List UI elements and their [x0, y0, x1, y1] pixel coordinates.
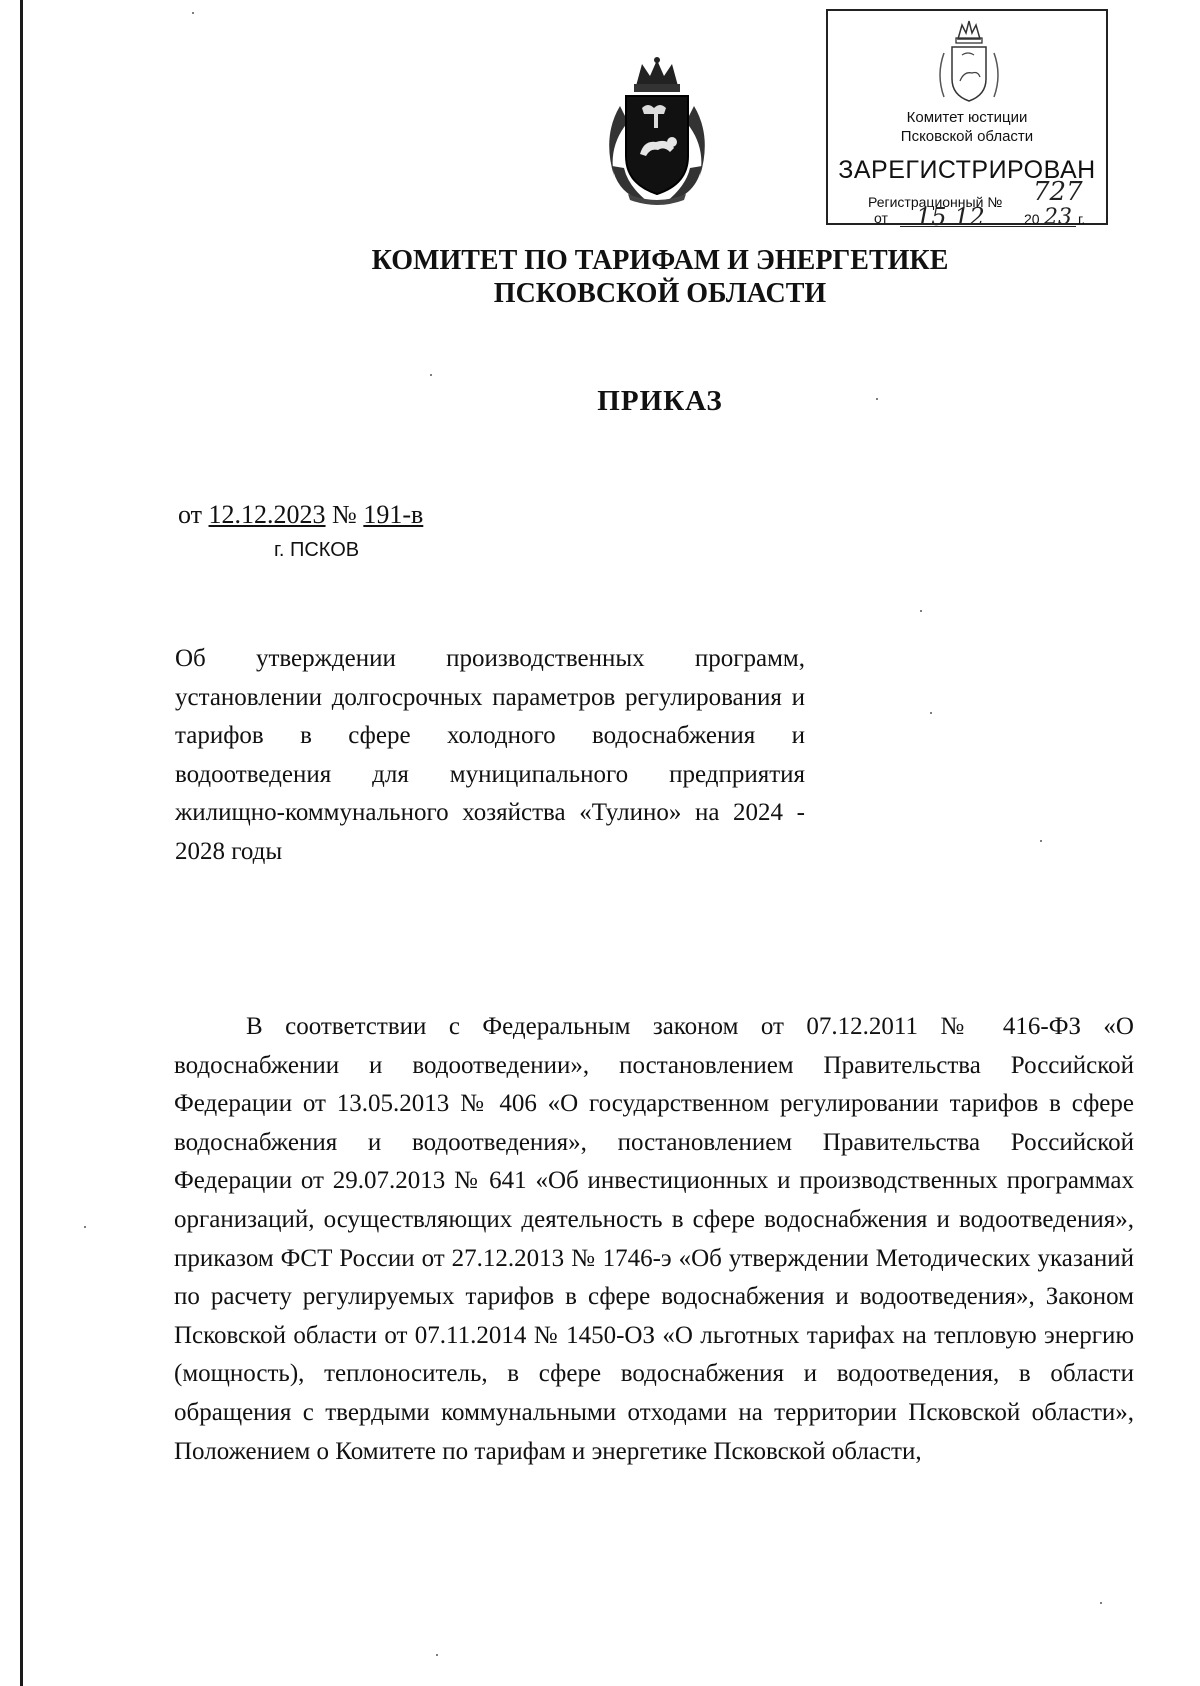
order-subject: Об утверждении производственных программ, установлении долгосрочных параметров регулирования и тарифов в сфере холодного водоснабжения и водоотведения для муниципального предприятия жилищно-коммунального хозяйства «Тулино» на 2024 - 2028 годы: [175, 645, 805, 865]
stamp-org-line2: Псковской области: [900, 128, 1034, 145]
header-line2: ПСКОВСКОЙ ОБЛАСТИ: [493, 278, 827, 309]
stamp-emblem-icon: [934, 19, 1004, 109]
order-number-sign: №: [332, 500, 357, 529]
order-date-line: [178, 500, 423, 530]
order-date: 12.12.2023: [208, 500, 326, 529]
order-body-paragraph: В соответствии с Федеральным законом от 07.12.2011 № 416-ФЗ «О водоснабжении и водоотведении», постановлением Правительства Российской Федерации от 13.05.2013 № 406 «О государственном регулировании тарифов в сфере водоснабжения и водоотведения», постановлением Правительства Российской Федерации от 29.07.2013 № 641 «Об инвестиционных и производственных программах организаций, осуществляющих деятельность в сфере водоснабжения и водоотведения», приказом ФСТ России от 27.12.2013 № 1746-э «Об утверждении Методических указаний по расчету регулируемых тарифов в сфере водоснабжения и водоотведения», Законом Псковской области от 07.11.2014 № 1450-ОЗ «О льготных тарифах на тепловую энергию (мощность), теплоноситель, в сфере водоснабжения и водоотведения, в области обращения с твердыми коммунальными отходами на территории Псковской области», Положением о Комитете по тарифам и энергетике Псковской области,: [174, 1013, 1134, 1465]
scan-speck: [84, 1226, 86, 1228]
stamp-reg-date-label: от: [874, 210, 888, 226]
stamp-reg-number-handwritten: 727: [1033, 177, 1083, 207]
order-date-prefix: от: [178, 500, 203, 529]
stamp-reg-number-label: Регистрационный №: [868, 194, 1003, 210]
scan-speck: [1040, 840, 1042, 842]
stamp-status: ЗАРЕГИСТРИРОВАН: [838, 156, 1096, 184]
scan-speck: [430, 374, 432, 376]
stamp-reg-date-handwritten: 15 12: [916, 203, 985, 231]
coat-of-arms-emblem: [598, 56, 716, 206]
stamp-year-suffix: г.: [1078, 211, 1086, 227]
scan-speck: [920, 610, 922, 612]
scan-speck: [930, 712, 932, 714]
header-line1: КОМИТЕТ ПО ТАРИФАМ И ЭНЕРГЕТИКЕ: [371, 245, 949, 276]
stamp-year-label: 20: [1024, 211, 1040, 227]
order-city: г. ПСКОВ: [274, 539, 360, 561]
document-type-title: ПРИКАЗ: [597, 385, 723, 417]
registration-stamp: [826, 9, 1108, 231]
stamp-reg-year-handwritten: 23: [1044, 205, 1072, 230]
scan-speck: [192, 12, 194, 14]
stamp-org-line1: Комитет юстиции: [906, 109, 1028, 126]
order-number: 191-в: [363, 500, 424, 529]
scan-speck: [1100, 1602, 1102, 1604]
scan-speck: [876, 398, 878, 400]
scan-speck: [436, 1654, 438, 1656]
